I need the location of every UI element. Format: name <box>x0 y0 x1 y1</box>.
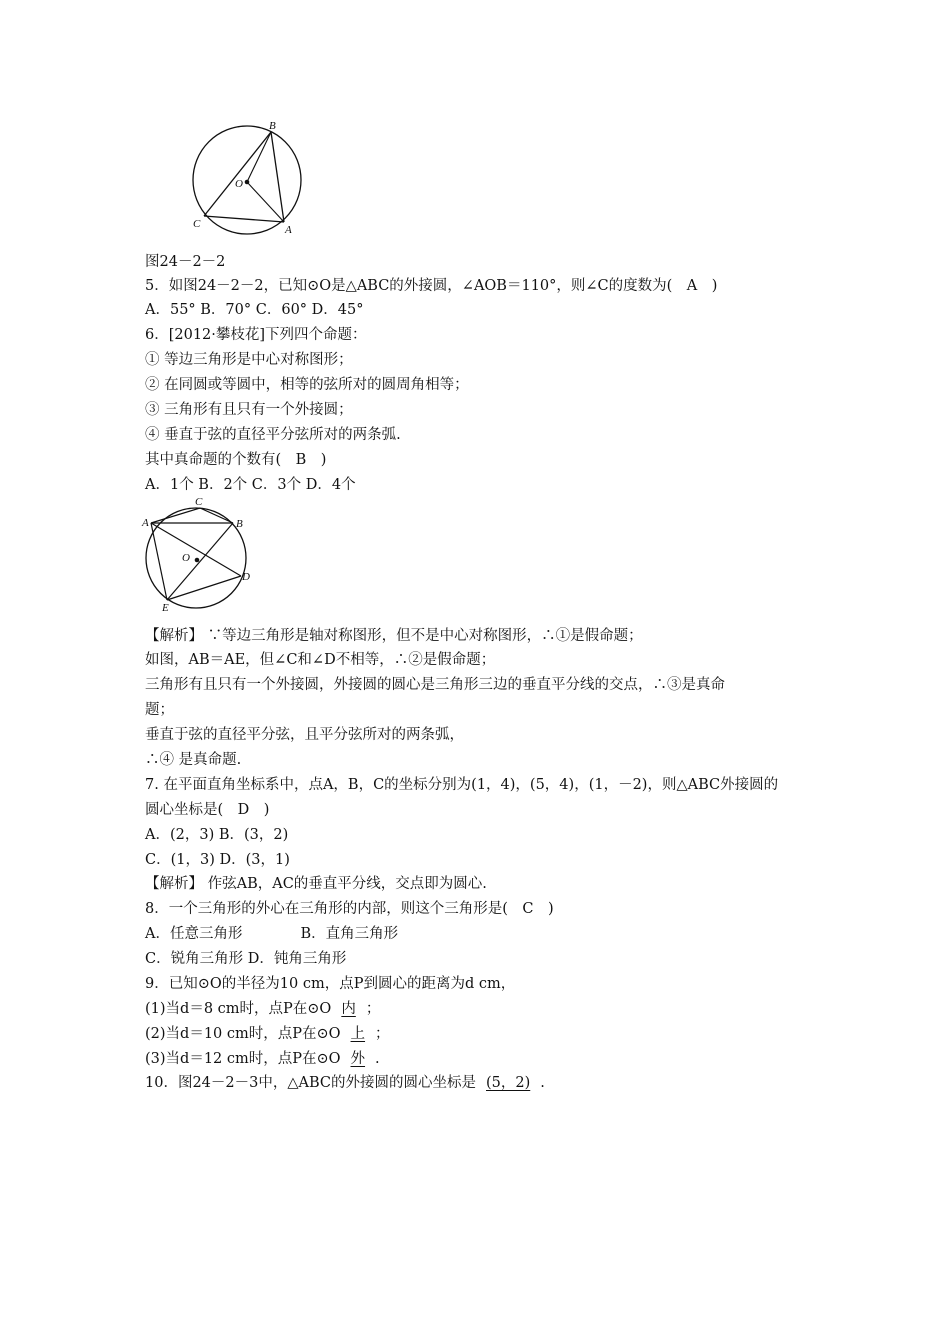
q8-text: 8．一个三角形的外心在三角形的内部，则这个三角形是( C ) <box>145 901 554 917</box>
figure1-caption: 图24－2－2 <box>145 254 226 270</box>
label-c: C <box>193 218 201 230</box>
q7-text-1: 7. 在平面直角坐标系中，点A，B，C的坐标分别为(1，4)，(5，4)，(1，－2)，则△ABC外接圆的 <box>145 777 779 793</box>
q6-item-2: ② 在同圆或等圆中，相等的弦所对的圆周角相等； <box>145 377 469 393</box>
label-o: O <box>235 178 243 190</box>
figure-circle-abcde <box>138 494 258 616</box>
label-e: E <box>162 602 169 614</box>
q6-analysis-5: 垂直于弦的直径平分弦，且平分弦所对的两条弧， <box>145 727 464 743</box>
q6-analysis-3: 三角形有且只有一个外接圆，外接圆的圆心是三角形三边的垂直平分线的交点，∴③是真命 <box>145 677 725 693</box>
chord-ca <box>204 216 284 222</box>
chord-bc <box>204 132 271 216</box>
q6-analysis-4: 题； <box>145 702 174 718</box>
label-b: B <box>269 120 276 132</box>
label-a: A <box>142 517 149 529</box>
q6-analysis-1: 【解析】 ∵等边三角形是轴对称图形，但不是中心对称图形，∴①是假命题； <box>145 628 643 644</box>
q9-sub-2 <box>145 1024 390 1044</box>
q9-sub-1-prefix: (1)当d＝8 cm时，点P在⊙O <box>145 1001 332 1017</box>
chord-ab <box>271 132 284 222</box>
q7-options-1: A．(2，3) B．(3，2) <box>145 827 289 843</box>
label-o: O <box>182 552 190 564</box>
q6-item-3: ③ 三角形有且只有一个外接圆； <box>145 402 353 418</box>
q9-sub-1-answer: 内 <box>341 1001 356 1017</box>
q6-question: 其中真命题的个数有( B ) <box>145 452 327 468</box>
q10-text <box>145 1073 545 1093</box>
q6-analysis-2: 如图，AB＝AE，但∠C和∠D不相等，∴②是假命题； <box>145 652 496 668</box>
center-point-2 <box>195 558 200 563</box>
label-c: C <box>195 496 203 508</box>
q9-text: 9．已知⊙O的半径为10 cm，点P到圆心的距离为d cm， <box>145 976 516 992</box>
q6-analysis-6: ∴④ 是真命题. <box>145 752 242 768</box>
q9-sub-3-answer: 外 <box>350 1051 366 1067</box>
figure-circle-abc <box>185 118 310 240</box>
q10-prefix: 10．图24－2－3中，△ABC的外接圆的圆心坐标是 <box>145 1075 476 1091</box>
q9-sub-3-prefix: (3)当d＝12 cm时，点P在⊙O <box>145 1051 341 1067</box>
q10-answer: (5，2) <box>486 1075 531 1091</box>
q7-options-2: C．(1，3) D．(3，1) <box>145 852 290 868</box>
label-d: D <box>242 571 250 583</box>
chord-cb <box>200 508 233 523</box>
label-a: A <box>285 224 292 236</box>
q5-options: A．55° B．70° C．60° D．45° <box>145 302 364 318</box>
q5-text: 5．如图24－2－2，已知⊙O是△ABC的外接圆，∠AOB＝110°，则∠C的度数为( A ) <box>145 278 718 294</box>
q6-item-4: ④ 垂直于弦的直径平分弦所对的两条弧. <box>145 427 401 443</box>
chord-ae <box>151 523 167 600</box>
q6-stem: 6．[2012·攀枝花]下列四个命题： <box>145 327 367 343</box>
q10-suffix: . <box>540 1075 545 1091</box>
q6-options: A．1个 B．2个 C．3个 D．4个 <box>145 477 356 493</box>
q9-sub-3 <box>145 1049 380 1069</box>
chord-de <box>167 576 241 600</box>
q7-text-2: 圆心坐标是( D ) <box>145 802 270 818</box>
q8-options-1: A．任意三角形 B．直角三角形 <box>145 926 399 942</box>
q6-item-1: ① 等边三角形是中心对称图形； <box>145 352 353 368</box>
q9-sub-1 <box>145 999 380 1019</box>
q9-sub-2-prefix: (2)当d＝10 cm时，点P在⊙O <box>145 1026 341 1042</box>
q9-sub-1-suffix: ； <box>365 1001 381 1017</box>
label-b: B <box>236 518 243 530</box>
q8-options-2: C．锐角三角形 D．钝角三角形 <box>145 951 347 967</box>
center-point <box>245 180 250 185</box>
chord-ad <box>151 523 241 576</box>
chord-ac <box>151 508 200 523</box>
chord-be <box>167 523 233 600</box>
q9-sub-2-answer: 上 <box>350 1026 366 1042</box>
q9-sub-3-suffix: . <box>375 1051 380 1067</box>
q7-analysis: 【解析】 作弦AB，AC的垂直平分线，交点即为圆心. <box>145 876 487 892</box>
q9-sub-2-suffix: ； <box>375 1026 390 1042</box>
